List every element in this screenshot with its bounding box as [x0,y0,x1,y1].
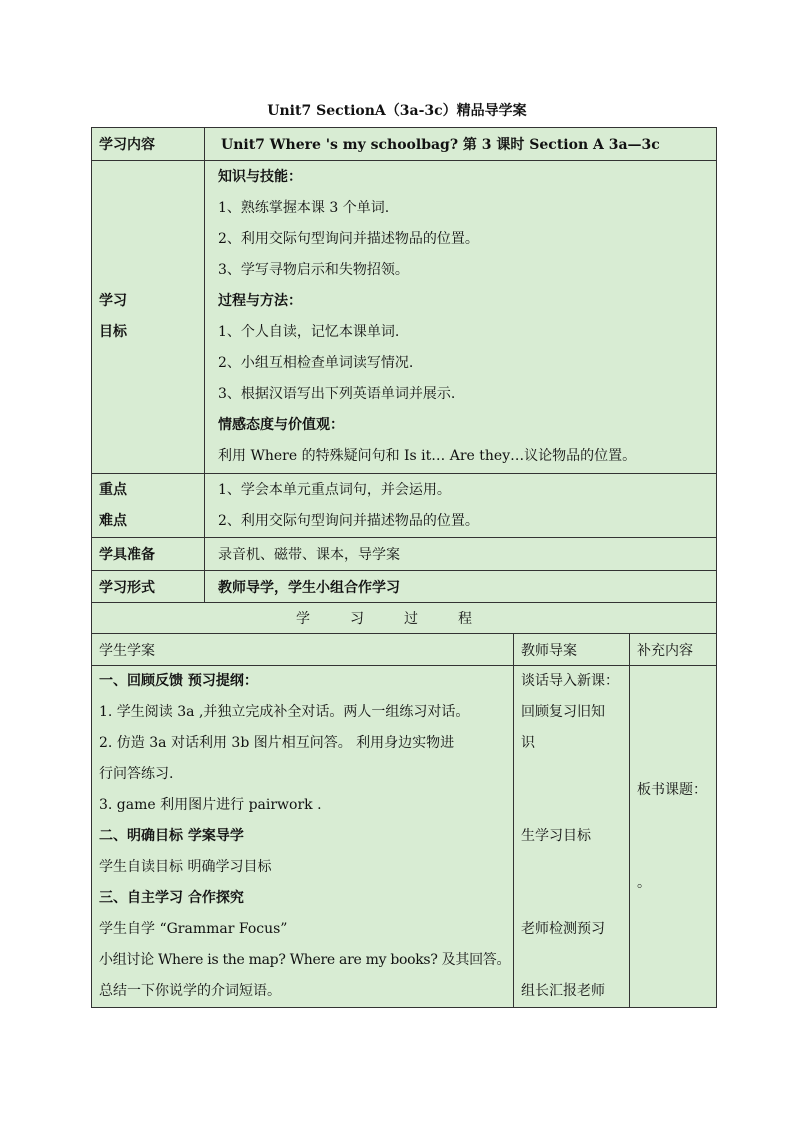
objectives-item: 1、熟练掌握本课 3 个单词. [218,200,390,216]
teacher-line [521,790,622,821]
form-label: 学习形式 [92,571,205,603]
extra-line [637,837,709,868]
key-point-item: 2、利用交际句型询问并描述物品的位置。 [218,512,479,529]
tools-row [92,538,717,571]
objectives-item: 3、学写寻物启示和失物招领。 [218,262,409,278]
objectives-label-line2: 目标 [99,324,127,340]
process-heading-text: 学习过程 [296,611,513,627]
student-line: 行问答练习. [99,766,174,782]
col-student-header: 学生学案 [92,634,514,666]
student-line: 3. game 利用图片进行 pairwork . [99,797,322,813]
student-line: 1. 学生阅读 3a ,并独立完成补全对话。两人一组练习对话。 [99,704,470,720]
tools-label: 学具准备 [92,538,205,571]
key-point-item: 1、学会本单元重点词句，并会运用。 [218,481,451,498]
objectives-heading-process: 过程与方法： [218,293,302,309]
key-points-row [92,474,717,538]
lesson-plan-table [91,127,717,1008]
teacher-line [521,945,622,976]
teacher-plan [514,666,630,1008]
student-line: 小组讨论 Where is the map? Where are my books? 及其回答。 [99,952,511,968]
objectives-item: 利用 Where 的特殊疑问句和 Is it… Are they…议论物品的位置。 [218,448,637,464]
teacher-line: 回顾复习旧知 [521,704,605,720]
col-extra-header: 补充内容 [630,634,717,666]
teacher-line: 老师检测预习 [521,921,605,937]
tools-value: 录音机、磁带、课本，导学案 [205,538,717,571]
teacher-line [521,759,622,790]
key-points-label-line2: 难点 [99,512,127,529]
key-points-label [92,474,205,538]
process-heading-row [92,603,717,634]
teacher-line: 生学习目标 [521,828,591,844]
student-section-heading: 二、明确目标 学案导学 [99,828,244,844]
objectives-heading-knowledge: 知识与技能： [218,169,302,185]
student-line: 总结一下你说学的介词短语。 [99,983,281,999]
objectives-heading-attitude: 情感态度与价值观： [218,417,344,433]
extra-line: 。 [637,874,651,891]
student-section-heading: 一、回顾反馈 预习提纲： [99,673,258,689]
objectives-item: 1、个人自读，记忆本课单词. [218,324,400,340]
objectives-item: 2、小组互相检查单词读写情况. [218,355,414,371]
teacher-line: 组长汇报老师 [521,983,605,999]
page-title: Unit7 SectionA（3a-3c）精品导学案 [267,103,527,119]
student-line: 学生自学 “Grammar Focus” [99,921,288,937]
objectives-row [92,161,717,474]
key-points-label-line1: 重点 [99,481,127,498]
teacher-line: 谈话导入新课： [521,673,619,689]
process-columns-row [92,634,717,666]
objectives-item: 3、根据汉语写出下列英语单词并展示. [218,386,456,402]
objectives-label [92,161,205,474]
extra-line [637,806,709,837]
student-section-heading: 三、自主学习 合作探究 [99,890,244,906]
extra-content [630,666,717,1008]
student-plan [92,666,514,1008]
teacher-line [521,883,622,914]
student-line: 2. 仿造 3a 对话利用 3b 图片相互问答。 利用身边实物进 [99,735,455,751]
extra-line: 板书课题： [637,781,707,798]
content-label: 学习内容 [92,128,205,161]
teacher-line: 识 [521,735,535,751]
content-value: Unit7 Where 's my schoolbag? 第 3 课时 Section A 3a—3c [205,128,717,161]
objectives-label-line1: 学习 [99,293,127,309]
objectives-content [205,161,717,474]
student-line: 学生自读目标 明确学习目标 [99,859,272,875]
key-points-content [205,474,717,538]
process-body-row [92,666,717,1008]
form-value: 教师导学，学生小组合作学习 [205,571,717,603]
process-heading [92,603,717,634]
form-row [92,571,717,603]
objectives-item: 2、利用交际句型询问并描述物品的位置。 [218,231,479,247]
teacher-line [521,852,622,883]
content-row [92,128,717,161]
col-teacher-header: 教师导案 [514,634,630,666]
